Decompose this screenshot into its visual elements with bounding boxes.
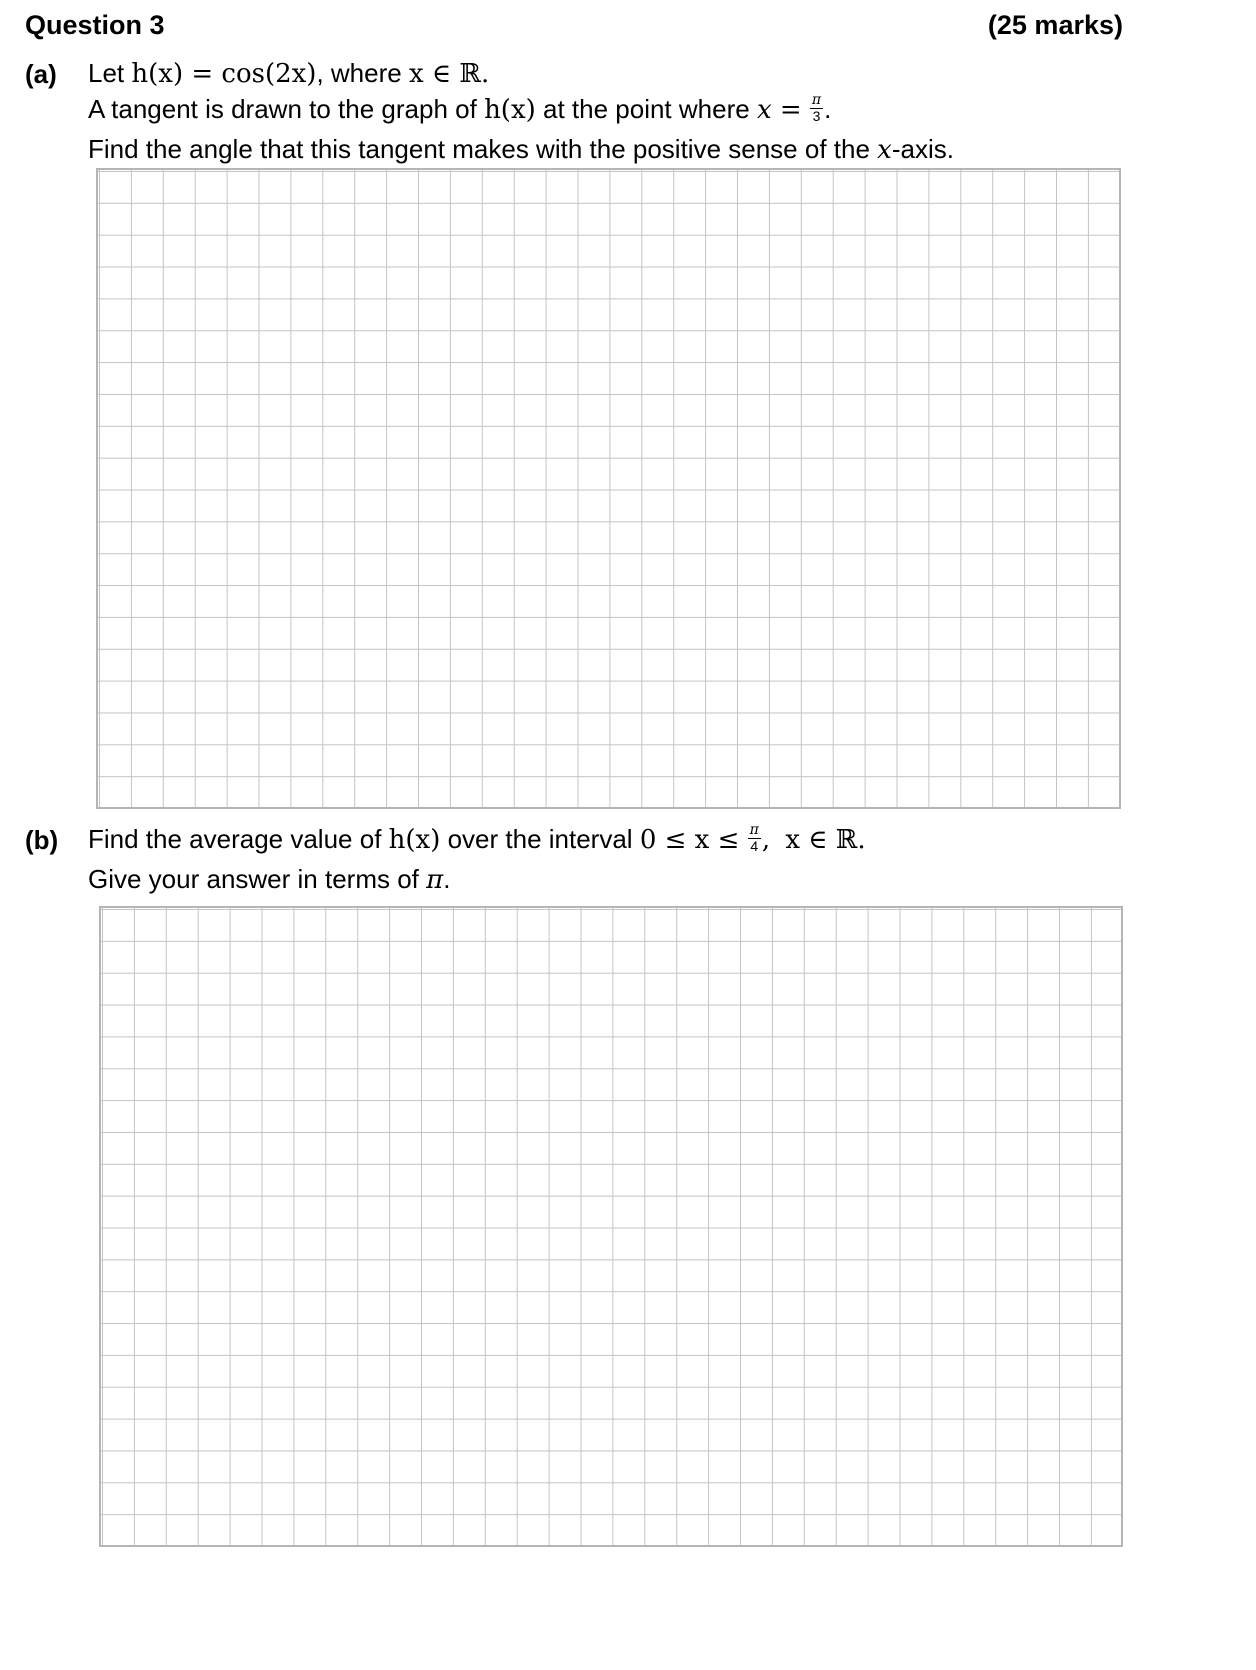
part-a-line-3: Find the angle that this tangent makes with the positive sense of the x-axis. [88,134,954,165]
part-a-label: (a) [25,59,57,89]
fraction-pi-over-3: $\frac{\pi}{3}$ [811,91,822,124]
function-expression: h(x) = cos(2x) [131,59,317,89]
grid-lines-a [98,170,1119,807]
domain-expression: x ∈ ℝ. [408,59,490,89]
part-a-line-1: Let h(x) = cos(2x), where x ∈ ℝ. [88,58,490,89]
question-marks: (25 marks) [987,10,1123,40]
part-b-line-2: Give your answer in terms of π. [88,864,451,895]
answer-grid-b[interactable] [99,906,1123,1547]
part-b-line-1: Find the average value of h(x) over the interval 0 ≤ x ≤ $\frac{\pi}{4}$ , x ∈ ℝ. [88,821,866,855]
part-b-label: (b) [25,825,59,855]
fraction-pi-over-4: $\frac{\pi}{4}$ [749,821,759,854]
grid-lines-b [101,908,1121,1545]
interval-expression: 0 ≤ x ≤ [639,825,740,855]
answer-grid-a[interactable] [96,168,1121,809]
part-a-line-2: A tangent is drawn to the graph of h(x) at the point where x = $\frac{\pi}{3}$ . [88,91,832,125]
question-title: Question 3 [25,10,165,40]
